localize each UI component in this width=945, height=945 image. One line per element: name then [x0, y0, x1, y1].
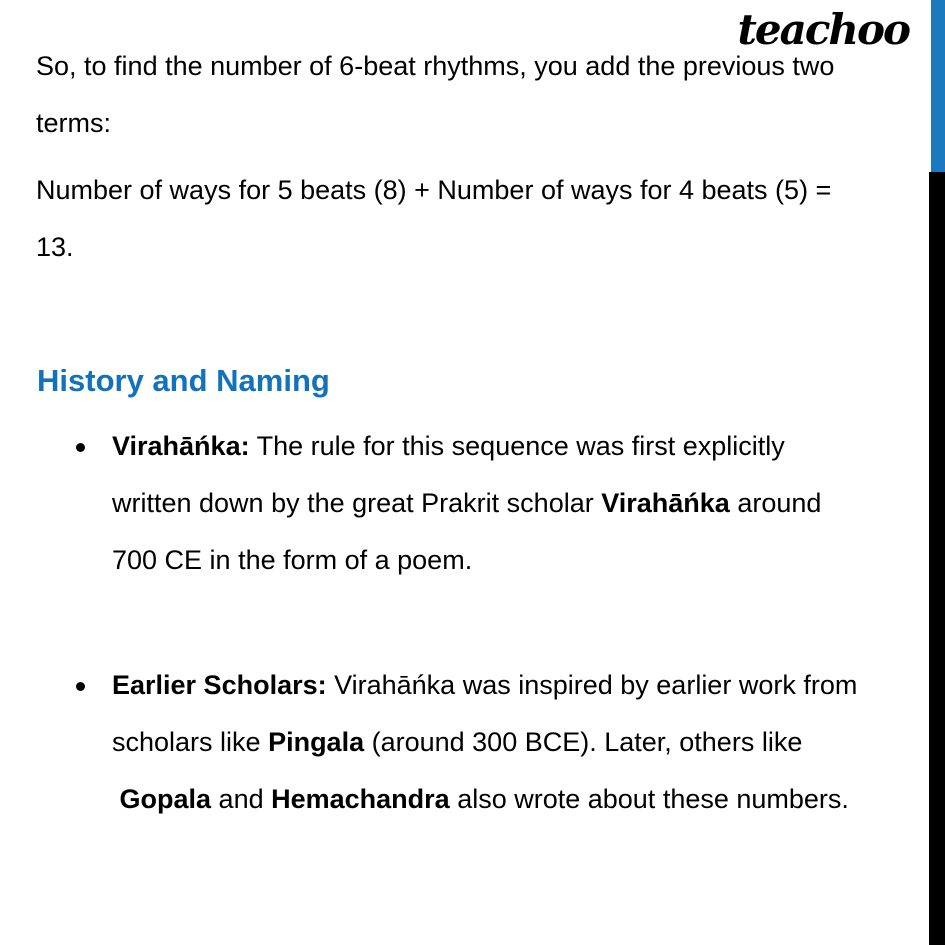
bold-text: Hemachandra: [271, 784, 450, 814]
text-segment: The rule for this sequence was first explicitly: [249, 431, 785, 461]
section-heading-history-and-naming: History and Naming: [37, 363, 330, 398]
bold-text: Earlier Scholars:: [112, 670, 327, 700]
bullet-dot-icon: [76, 443, 85, 452]
right-accent-bar-blue: [931, 0, 945, 172]
right-accent-bar-black: [929, 172, 945, 945]
text-line: [112, 771, 857, 828]
text-segment: and: [211, 784, 272, 814]
text-segment: written down by the great Prakrit scholar: [112, 488, 602, 518]
bullet-item-virahanka: [112, 418, 821, 589]
text-segment: also wrote about these numbers.: [449, 784, 849, 814]
teachoo-logo: teachoo: [737, 5, 909, 54]
text-line: [112, 418, 821, 475]
text-line: [112, 532, 821, 589]
bold-text: Virahāńka: [601, 488, 730, 518]
bold-text: Gopala: [119, 784, 212, 814]
text-line: Number of ways for 5 beats (8) + Number of ways for 4 beats (5) =: [36, 175, 832, 205]
text-segment: around: [729, 488, 822, 518]
bold-text: Pingala: [268, 727, 365, 757]
text-segment: [112, 784, 120, 814]
text-line: 13.: [36, 232, 74, 262]
text-segment: 700 CE in the form of a poem.: [112, 545, 473, 575]
text-segment: Virahāńka was inspired by earlier work from: [326, 670, 858, 700]
text-line: terms:: [36, 108, 112, 138]
text-line: So, to find the number of 6-beat rhythms, you add the previous two: [36, 51, 835, 81]
bold-text: Virahāńka:: [112, 431, 250, 461]
text-line: [112, 714, 857, 771]
bullet-item-earlier-scholars: [112, 657, 857, 828]
text-segment: (around 300 BCE). Later, others like: [364, 727, 803, 757]
intro-paragraph: [36, 38, 834, 152]
text-line: [112, 657, 857, 714]
bullet-dot-icon: [76, 682, 85, 691]
text-segment: scholars like: [112, 727, 269, 757]
text-line: [112, 475, 821, 532]
formula-paragraph: [36, 162, 831, 276]
